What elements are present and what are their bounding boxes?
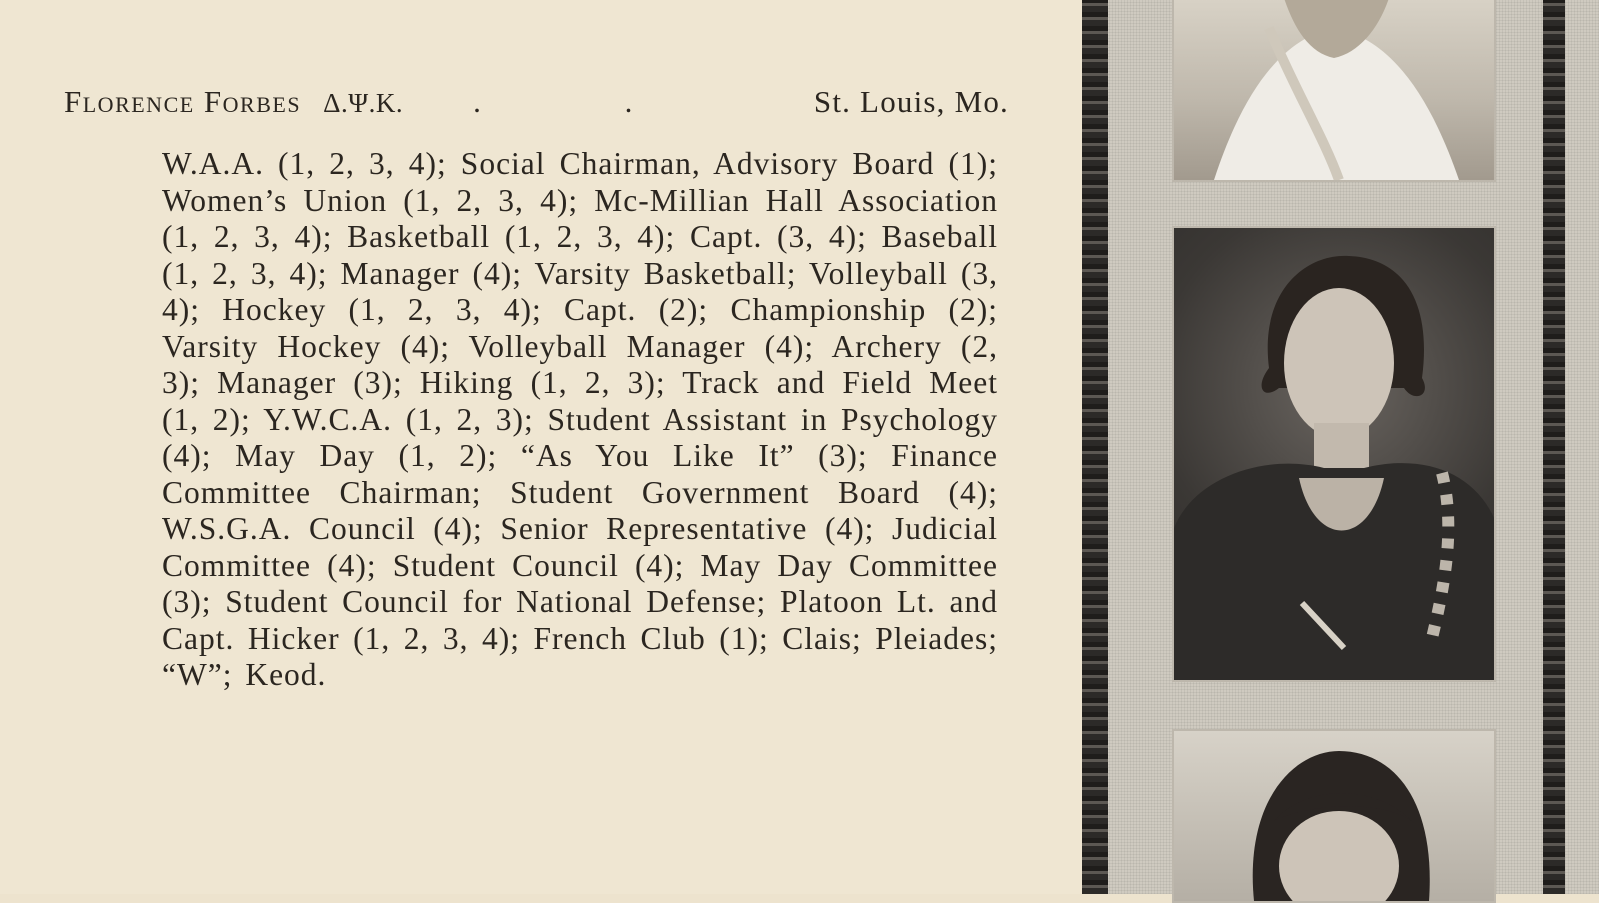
photo-strip bbox=[1082, 0, 1599, 894]
entry-header bbox=[64, 84, 1009, 128]
portrait-photo-middle bbox=[1172, 226, 1496, 682]
student-name: Florence Forbes bbox=[64, 84, 302, 119]
sorority-letters: Δ.Ψ.K. bbox=[323, 88, 404, 118]
strip-border-left bbox=[1082, 0, 1108, 894]
portrait-photo-top bbox=[1172, 0, 1496, 182]
portrait-photo-bottom bbox=[1172, 729, 1496, 903]
hometown: St. Louis, Mo. bbox=[813, 84, 1009, 119]
strip-border-right bbox=[1543, 0, 1565, 894]
leader-dots: . . bbox=[473, 84, 701, 119]
activities-paragraph: W.A.A. (1, 2, 3, 4); Social Chairman, Advisory Board (1); Women’s Union (1, 2, 3, 4); Mc-Millian Hall Association (1, 2, 3, 4); Basketball (1, 2, 3, 4); Capt. (3, 4); Baseball (1, 2, 3, 4); Manager (4); Varsity Basketball; Volleyball (3, 4); Hockey (1, 2, 3, 4); Capt. (2); Championship (2); Varsity Hockey (4); Volleyball Manager (4); Archery (2, 3); Manager (3); Hiking (1, 2, 3); Track and Field Meet (1, 2); Y.W.C.A. (1, 2, 3); Student Assistant in Psychology (4); May Day (1, 2); “As You Like It” (3); Finance Committee Chairman; Student Government Board (4); W.S.G.A. Council (4); Senior Representative (4); Judicial Committee (4); Student Council (4); May Day Committee (3); Student Council for National Defense; Platoon Lt. and Capt. Hicker (1, 2, 3, 4); French Club (1); Clais; Pleiades; “W”; Keod. bbox=[162, 146, 998, 692]
